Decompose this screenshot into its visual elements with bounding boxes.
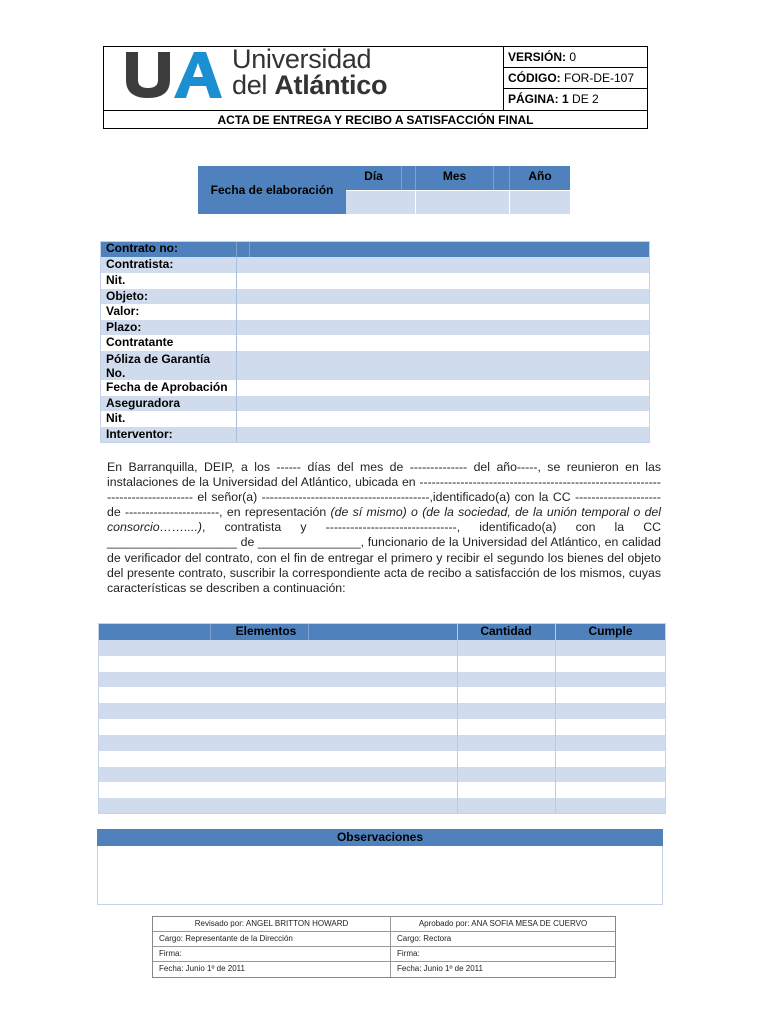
- paragraph-italic: (de sí mismo) o (de la sociedad, de la unión temporal o del consorcio……....): [107, 505, 661, 535]
- firma-right[interactable]: Firma:: [397, 949, 420, 958]
- acta-paragraph: [107, 460, 661, 596]
- fecha-col-mes: Mes: [416, 166, 494, 190]
- page-number: 1: [562, 92, 569, 106]
- elementos-row[interactable]: [98, 640, 666, 656]
- contratante-label: Contratante: [106, 335, 174, 349]
- logo-text-atlantico-bold: Atlántico: [274, 70, 388, 100]
- logo-text-universidad: Universidad: [232, 44, 372, 74]
- signature-divider: [390, 917, 391, 977]
- contrato-row: [100, 289, 650, 304]
- signature-row: [153, 962, 615, 977]
- fecha-col-spacer: [402, 166, 416, 190]
- fecha-input-dia[interactable]: [346, 190, 416, 214]
- version-label: VERSIÓN:: [508, 50, 567, 64]
- contrato-row: [100, 396, 650, 411]
- contrato-row: [100, 411, 650, 427]
- fecha-label: Fecha de elaboración: [198, 166, 346, 214]
- fecha-input-ano[interactable]: [510, 190, 570, 214]
- fecha-col-spacer: [494, 166, 510, 190]
- contrato-row: [100, 304, 650, 320]
- elementos-row[interactable]: [98, 656, 666, 672]
- code-label: CÓDIGO:: [508, 71, 561, 85]
- contrato-row: [100, 241, 650, 257]
- plazo-label: Plazo:: [106, 320, 142, 334]
- aprobado-por: Aprobado por: ANA SOFIA MESA DE CUERVO: [418, 919, 588, 928]
- university-logo-icon: [126, 52, 226, 98]
- elementos-row[interactable]: [98, 782, 666, 798]
- page-total: DE 2: [572, 92, 599, 106]
- elementos-row[interactable]: [98, 703, 666, 719]
- contrato-divider: [236, 427, 237, 443]
- aseguradora-label: Aseguradora: [106, 396, 181, 410]
- contrato-divider: [236, 320, 237, 335]
- contrato-row: [100, 380, 650, 396]
- document-title: ACTA DE ENTREGA Y RECIBO A SATISFACCIÓN FINAL: [103, 110, 648, 129]
- elementos-divider: [457, 623, 458, 814]
- signature-row: [153, 932, 615, 947]
- cumple-col-header: Cumple: [588, 624, 633, 638]
- contrato-divider: [236, 380, 237, 396]
- cantidad-col-header: Cantidad: [480, 624, 532, 638]
- objeto-label: Objeto:: [106, 289, 148, 303]
- code-row: [504, 68, 647, 89]
- elementos-row[interactable]: [98, 672, 666, 688]
- revisado-por: Revisado por: ANGEL BRITTON HOWARD: [194, 919, 349, 928]
- fecha-col-dia: Día: [346, 166, 402, 190]
- elementos-header: [98, 623, 666, 640]
- contrato-divider: [236, 351, 237, 380]
- fecha-col-ano: Año: [510, 166, 570, 190]
- cargo-left: Cargo: Representante de la Dirección: [159, 934, 293, 943]
- fecha-aprobacion-label: Fecha de Aprobación: [106, 380, 228, 394]
- signature-row: [153, 917, 615, 932]
- elementos-divider: [210, 623, 211, 640]
- contrato-label: Contrato no:: [106, 241, 178, 255]
- elementos-divider: [308, 623, 309, 640]
- contrato-divider: [236, 289, 237, 304]
- paragraph-text-1: En Barranquilla, DEIP, a los ------ días del mes de -------------- del año-----, se reunieron en las instalaciones de la Universidad del Atlántico, ubicada en -------------------------------------------------------------------------------- el señor(a) -----------------------------------------,identificado(a) con la CC --------------------- de -----------------------, en representación: [107, 460, 661, 520]
- poliza-label: Póliza de Garantía No.: [106, 352, 211, 380]
- version-value: 0: [569, 50, 577, 64]
- contrato-row: [100, 351, 650, 380]
- contrato-row: [100, 335, 650, 351]
- elementos-rows: [98, 640, 666, 814]
- page-label: PÁGINA:: [508, 92, 559, 106]
- signature-table: [152, 916, 616, 978]
- contrato-row: [100, 273, 650, 289]
- contrato-divider: [249, 241, 250, 257]
- nit-label-2: Nit.: [106, 411, 126, 425]
- observaciones-header: Observaciones: [97, 829, 663, 846]
- elementos-row[interactable]: [98, 735, 666, 751]
- elementos-row[interactable]: [98, 719, 666, 735]
- contrato-divider: [236, 241, 237, 257]
- firma-left[interactable]: Firma:: [159, 949, 182, 958]
- interventor-label: Interventor:: [106, 427, 173, 441]
- elementos-row[interactable]: [98, 751, 666, 767]
- contrato-row: [100, 320, 650, 335]
- contrato-divider: [236, 304, 237, 320]
- code-value: FOR-DE-107: [564, 71, 635, 85]
- valor-label: Valor:: [106, 304, 140, 318]
- contrato-divider: [236, 335, 237, 351]
- signature-row: [153, 947, 615, 962]
- elementos-row[interactable]: [98, 798, 666, 814]
- document-meta: [503, 46, 648, 111]
- version-row: [504, 47, 647, 68]
- logo-text-del: del: [232, 70, 268, 100]
- fecha-left: Fecha: Junio 1º de 2011: [159, 964, 245, 973]
- nit-label: Nit.: [106, 273, 126, 287]
- fecha-input-mes[interactable]: [416, 190, 510, 214]
- page-row: [504, 89, 647, 110]
- contrato-divider: [236, 257, 237, 273]
- elementos-col-header: Elementos: [235, 624, 297, 638]
- contrato-row: [100, 257, 650, 273]
- contrato-divider: [236, 411, 237, 427]
- elementos-divider: [555, 623, 556, 814]
- elementos-row[interactable]: [98, 687, 666, 703]
- contrato-row: [100, 427, 650, 443]
- paragraph-text-2: , contratista y --------------------------------, identificado(a) con la CC ___________________ de _______________, funcionario de la Universidad del Atlántico, en calidad de verificador del contrato, con el fin de entregar el primero y recibir el segundo los bienes del objeto del presente contrato, suscribir la correspondiente acta de recibo a satisfacción de los mismos, cuyas características se describen a continuación:: [107, 520, 661, 595]
- cargo-right: Cargo: Rectora: [397, 934, 452, 943]
- logo-text-atlantico: [232, 70, 387, 101]
- contrato-divider: [236, 396, 237, 411]
- contrato-divider: [236, 273, 237, 289]
- contratista-label: Contratista:: [106, 257, 174, 271]
- fecha-right: Fecha: Junio 1º de 2011: [397, 964, 483, 973]
- observaciones-field[interactable]: [97, 846, 663, 905]
- elementos-row[interactable]: [98, 767, 666, 783]
